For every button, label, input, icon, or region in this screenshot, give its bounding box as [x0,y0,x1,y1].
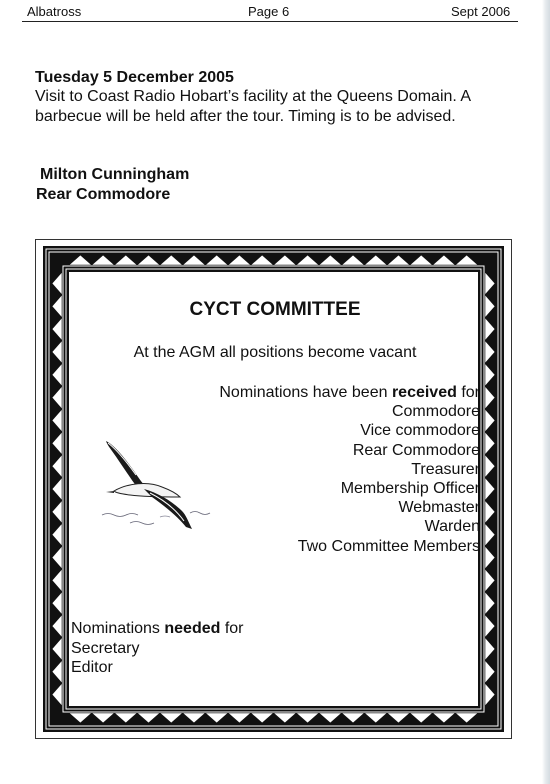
albatross-bird-icon [100,435,215,535]
nominations-needed-list [71,619,244,678]
position-secretary: Secretary [71,639,140,657]
position-treasurer: Treasurer [411,460,480,478]
position-webmaster: Webmaster [398,499,480,517]
page-edge-shadow [542,0,550,784]
position-vice-commodore: Vice commodore [360,422,480,440]
position-membership-officer: Membership Officer [340,480,480,498]
nominations-needed-heading: Nominations needed for [71,620,244,637]
nominations-received-list [219,383,480,556]
nominations-received-heading: Nominations have been received for [219,384,480,401]
signature-name: Milton Cunningham [40,166,190,183]
position-commodore: Commodore [391,403,480,421]
position-editor: Editor [71,659,113,676]
committee-intro: At the AGM all positions become vacant [133,344,417,361]
event-title: Tuesday 5 December 2005 [35,69,234,86]
header-issue-date: Sept 2006 [451,4,511,19]
signature-role: Rear Commodore [36,186,171,203]
header-publication-name: Albatross [27,4,82,19]
position-rear-commodore: Rear Commodore [352,441,480,459]
committee-title: CYCT COMMITTEE [189,299,361,320]
position-committee-members: Two Committee Members [297,537,480,555]
event-description: Visit to Coast Radio Hobart’s facility at the Queens Domain. A barbecue will be held after the tour. Timing is to be advised. [35,88,471,125]
position-warden: Warden [424,518,480,536]
header-rule [22,21,518,22]
header-page-number: Page 6 [248,4,290,19]
